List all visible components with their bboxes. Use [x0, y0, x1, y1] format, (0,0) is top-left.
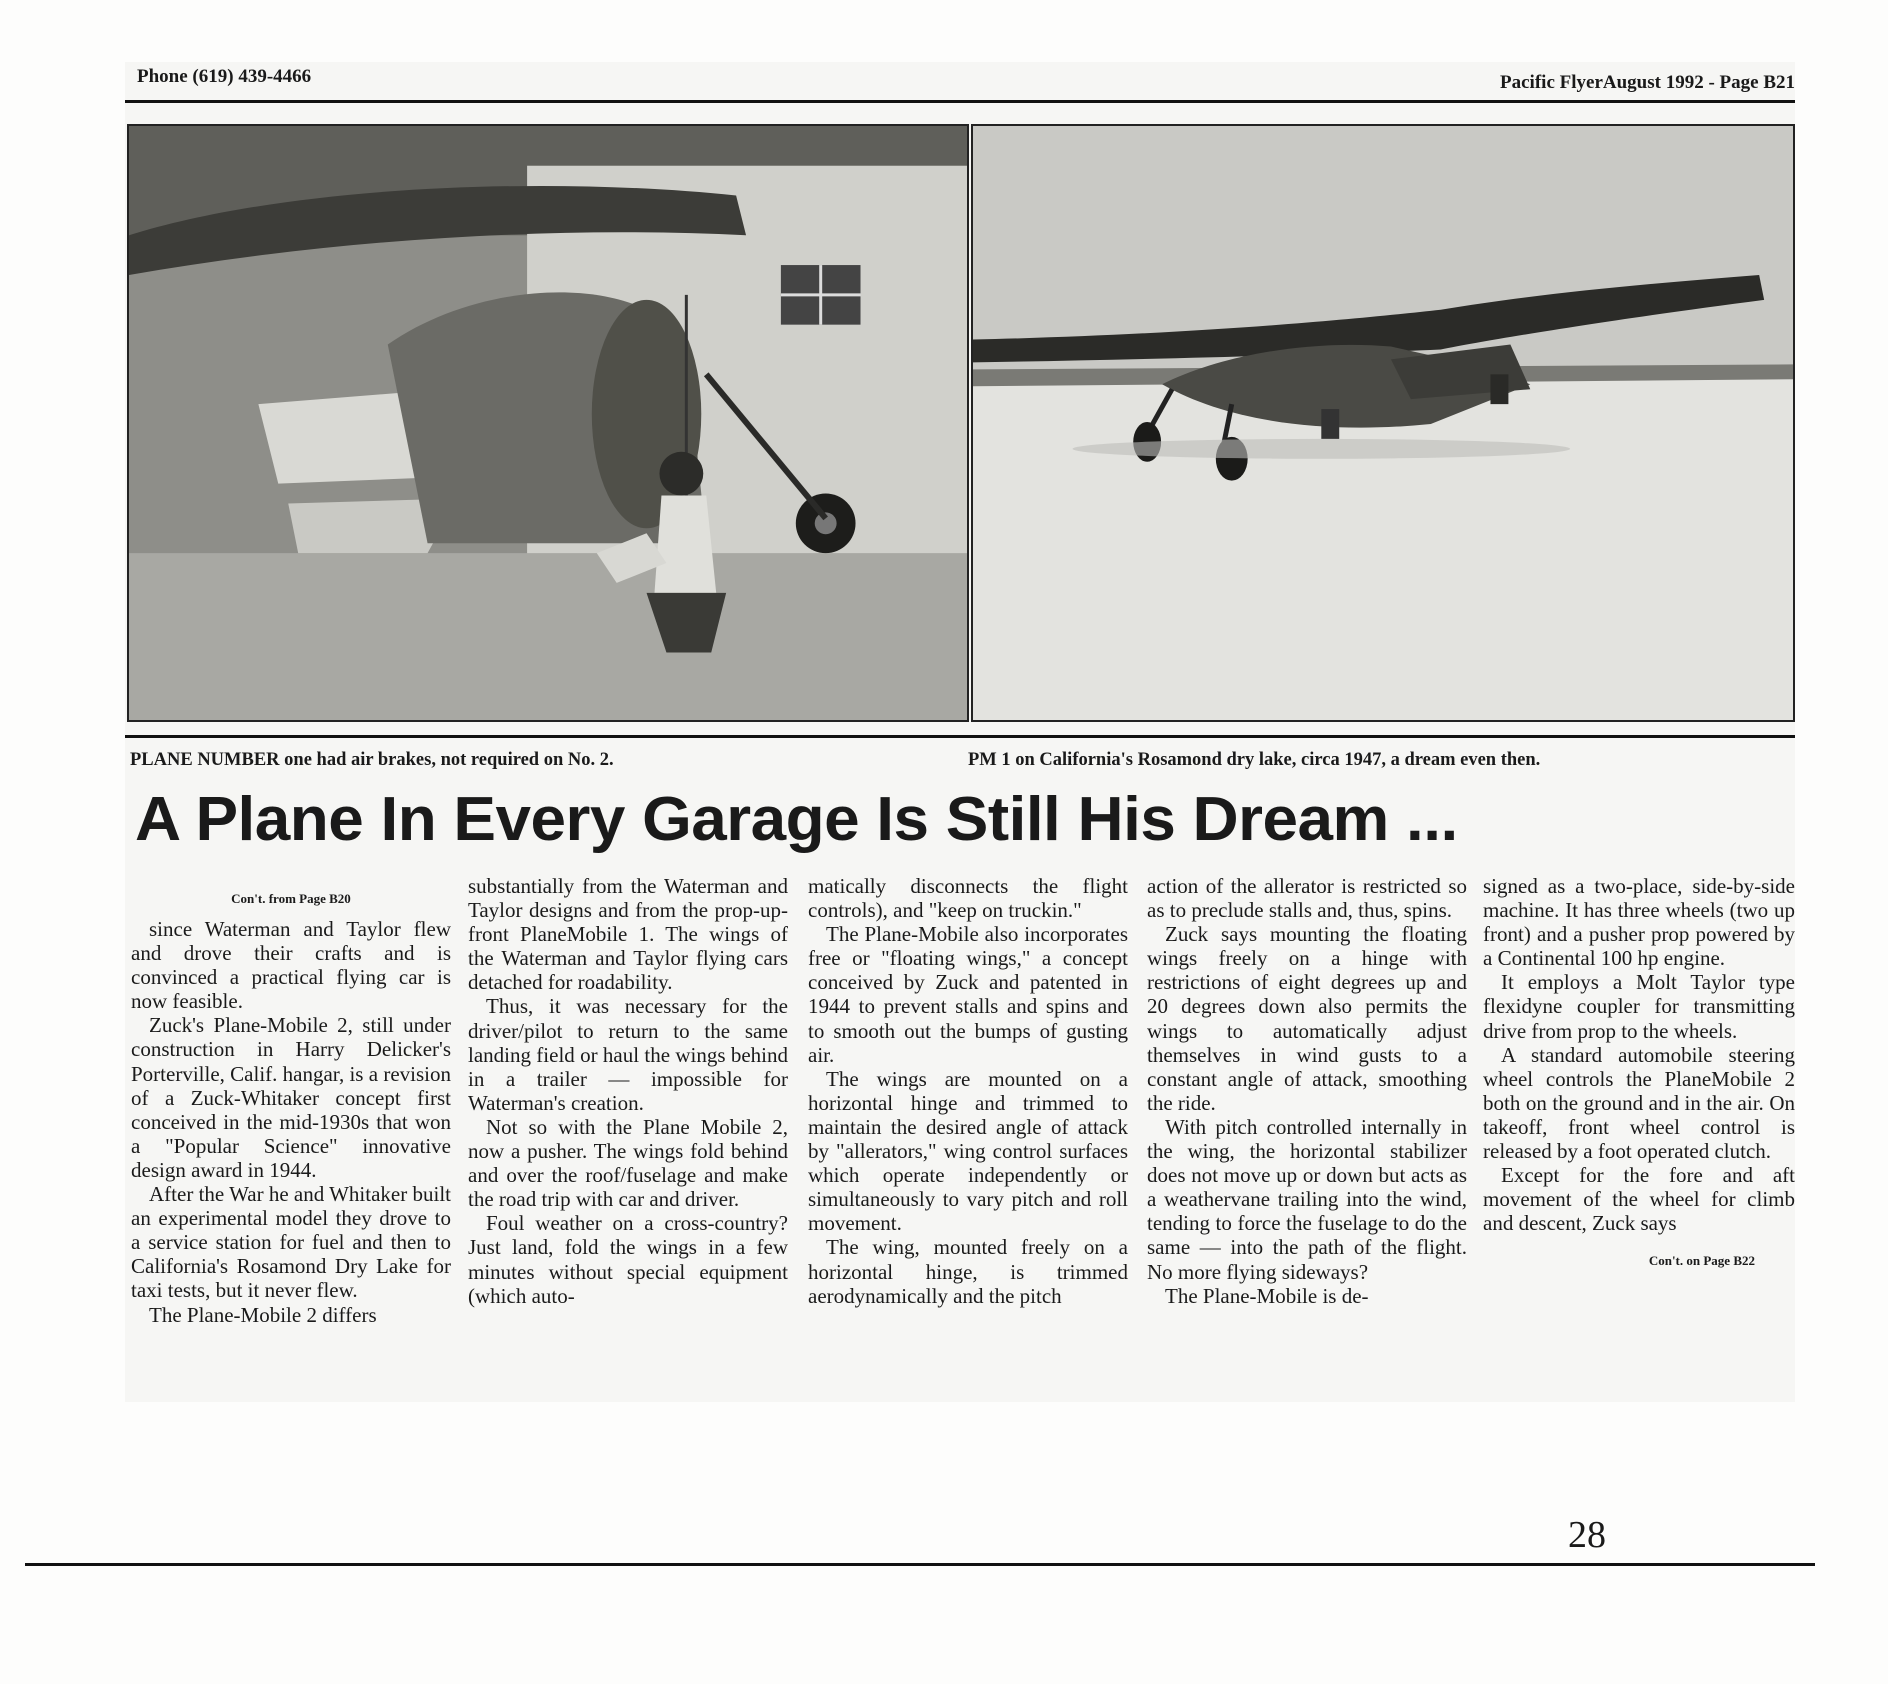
paragraph: substantially from the Waterman and Taylor designs and from the prop-up-front PlaneMobile 1. The wings of the Waterman and Taylor flying cars detached for roadability. [468, 874, 788, 995]
paragraph: The wings are mounted on a horizontal hinge and trimmed to maintain the desired angle of attack by "allerators," wing control surfaces which operate independently or simultaneously to vary pitch and roll movement. [808, 1066, 1128, 1236]
paragraph: The Plane-Mobile also incorporates free or "floating wings," a concept conceived by Zuck and patented in 1944 to prevent stalls and spins and to smooth out the bumps of gusting air. [808, 922, 1128, 1067]
publication-info: Pacific FlyerAugust 1992 - Page B21 [1500, 72, 1795, 93]
footer-rule [25, 1563, 1815, 1566]
newspaper-clipping [125, 62, 1795, 1402]
paragraph: Thus, it was necessary for the driver/pilot to return to the same landing field or haul the wings behind in a trailer — impossible for Waterman's creation. [468, 994, 788, 1115]
paragraph: Not so with the Plane Mobile 2, now a pusher. The wings fold behind and over the roof/fuselage and make the road trip with car and driver. [468, 1114, 788, 1212]
paragraph: The Plane-Mobile is de- [1165, 1283, 1369, 1308]
article-column-1 [131, 874, 451, 1389]
article-headline: A Plane In Every Garage Is Still His Dream ... [135, 785, 1458, 854]
paragraph: Except for the fore and aft movement of the wheel for climb and descent, Zuck says [1483, 1163, 1795, 1236]
plane-dry-lake-image [973, 126, 1793, 720]
paragraph: signed as a two-place, side-by-side machine. It has three wheels (two up front) and a pusher prop powered by a Continental 100 hp engine. [1483, 874, 1795, 971]
paragraph: The wing, mounted freely on a horizontal hinge, is trimmed aerodynamically and the pitch [808, 1235, 1128, 1308]
paragraph: since Waterman and Taylor flew and drove their crafts and is convinced a practical flying car is now feasible. [131, 917, 451, 1014]
article-column-3 [808, 874, 1128, 1389]
photo-rule [125, 735, 1795, 738]
paragraph: With pitch controlled internally in the wing, the horizontal stabilizer does not move up or down but acts as a weathervane trailing into the wind, tending to force the fuselage to do the same — into the path of the flight. No more flying sideways? [1147, 1114, 1467, 1284]
paragraph: It employs a Molt Taylor type flexidyne coupler for transmitting drive from prop to the wheels. [1483, 970, 1795, 1043]
page-number: 28 [1568, 1514, 1606, 1556]
paragraph: The Plane-Mobile 2 differs [149, 1302, 377, 1327]
paragraph: A standard automobile steering wheel controls the PlaneMobile 2 both on the ground and in the air. On takeoff, front wheel control is released by a foot operated clutch. [1483, 1042, 1795, 1164]
paragraph: matically disconnects the flight controls), and "keep on truckin." [808, 874, 1128, 923]
article-column-4 [1147, 874, 1467, 1389]
continued-from-note: Con't. from Page B20 [231, 891, 351, 906]
paragraph: After the War he and Whitaker built an experimental model they drove to a service station for fuel and then to California's Rosamond Dry Lake for taxi tests, but it never flew. [131, 1182, 451, 1303]
article-column-2 [468, 874, 788, 1389]
photo-plane-at-hangar [127, 124, 969, 722]
continued-on-note: Con't. on Page B22 [1648, 1253, 1755, 1269]
plane-hangar-image [129, 126, 967, 720]
paragraph: Zuck says mounting the floating wings freely on a hinge with restrictions of eight degrees up and 20 degrees down also permits the wings to automatically adjust themselves in wind gusts to a constant angle of attack, smoothing the ride. [1147, 922, 1467, 1115]
photo-caption-left: PLANE NUMBER one had air brakes, not required on No. 2. [130, 750, 614, 770]
phone-number: Phone (619) 439-4466 [137, 66, 312, 87]
photo-caption-right: PM 1 on California's Rosamond dry lake, circa 1947, a dream even then. [968, 750, 1541, 770]
paragraph: Foul weather on a cross-country? Just land, fold the wings in a few minutes without special equipment (which auto- [468, 1211, 788, 1308]
article-column-5 [1483, 874, 1795, 1389]
paragraph: action of the allerator is restricted so as to preclude stalls and, thus, spins. [1147, 874, 1467, 923]
masthead [125, 62, 1795, 103]
photo-plane-on-dry-lake [971, 124, 1795, 722]
paragraph: Zuck's Plane-Mobile 2, still under construction in Harry Delicker's Porterville, Calif. hangar, is a revision of a Zuck-Whitaker concept first conceived in the mid-1930s that won a "Popular Science" innovative design award in 1944. [131, 1013, 451, 1182]
